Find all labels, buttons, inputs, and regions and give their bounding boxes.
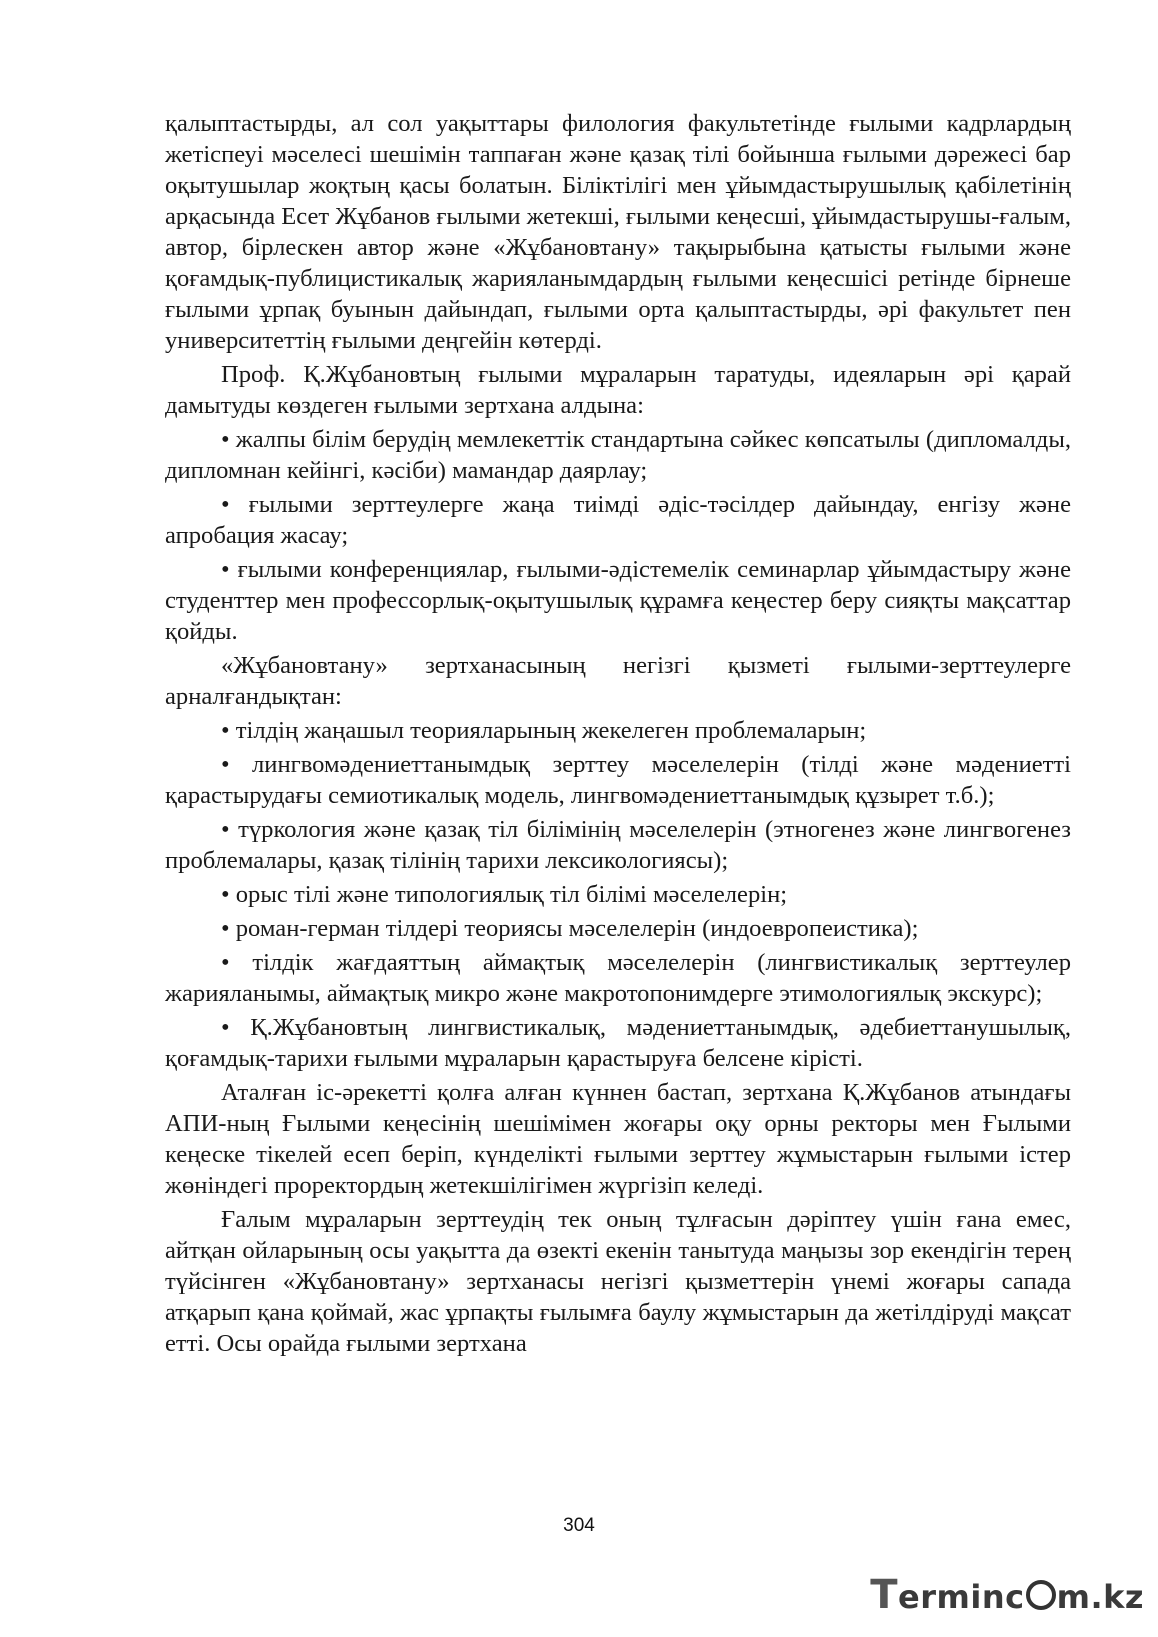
bullet-item-9: • тілдік жағдаяттың аймақтық мәселелерін (лингвистикалық зерттеулер жарияланымы, аймақтық микро және макротопонимдерге этимологиялық экскурс); [165, 949, 1071, 1007]
page-number: 304 [563, 1515, 595, 1536]
bullet-item-7: • орыс тілі және типологиялық тіл білімі мәселелерін; [221, 881, 788, 908]
bullet-item-3: • ғылыми конференциялар, ғылыми-әдістемелік семинарлар ұйымдастыру және студенттер мен профессорлық-оқытушылық құрамға кеңестер беру сияқты мақсаттар қойды. [165, 556, 1071, 645]
bullet-item-5: • лингвомәдениеттанымдық зерттеу мәселелерін (тілді және мәдениетті қарастырудағы семиотикалық модель, лингвомәдениеттанымдық құзырет т.б.); [165, 751, 1071, 809]
bullet-item-2: • ғылыми зерттеулерге жаңа тиімді әдіс-тәсілдер дайындау, енгізу және апробация жасау; [165, 491, 1071, 549]
bullet-item-6: • түркология және қазақ тіл білімінің мәселелерін (этногенез және лингвогенез проблемалары, қазақ тілінің тарихи лексикологиясы); [165, 816, 1071, 874]
bullet-item-10: • Қ.Жұбановтың лингвистикалық, мәдениеттанымдық, әдебиеттанушылық, қоғамдық-тарихи ғылыми мұраларын қарастыруға белсене кірісті. [165, 1014, 1071, 1072]
watermark-suffix: m.kz [1056, 1578, 1144, 1616]
paragraph-1: қалыптастырды, ал сол уақыттары филология факультетінде ғылыми кадрлардың жетіспеуі мәселесі шешімін таппаған және қазақ тілі бойынша ғылыми дәрежесі бар оқытушылар жоқтың қасы болатын. Біліктілігі мен ұйымдастырушылық қабілетінің арқасында Есет Жұбанов ғылыми жетекші, ғылыми кеңесші, ұйымдастырушы-ғалым, автор, бірлескен автор және «Жұбановтану» тақырыбына қатысты ғылыми және қоғамдық-публицистикалық жарияланымдардың ғылыми кеңесшісі ретінде бірнеше ғылыми ұрпақ буынын дайындап, ғылыми орта қалыптастырды, әрі факультет пен университеттің ғылыми деңгейін көтерді. [165, 110, 1071, 354]
paragraph-5: Ғалым мұраларын зерттеудің тек оның тұлғасын дәріптеу үшін ғана емес, айтқан ойларының осы уақытта да өзекті екенін танытуда маңызы зор екендігін терең түйсінген «Жұбановтану» зертханасы негізгі қызметтерін үнемі жоғары сапада атқарып қана қоймай, жас ұрпақты ғылымға баулу жұмыстарын да жетілдіруді мақсат етті. Осы орайда ғылыми зертхана [165, 1206, 1071, 1357]
paragraph-3: «Жұбановтану» зертханасының негізгі қызметі ғылыми-зерттеулерге арналғандықтан: [165, 652, 1071, 710]
bullet-item-4: • тілдің жаңашыл теорияларының жекелеген проблемаларын; [221, 717, 867, 744]
paragraph-2: Проф. Қ.Жұбановтың ғылыми мұраларын таратуды, идеяларын әрі қарай дамытуды көздеген ғылыми зертхана алдына: [165, 361, 1071, 419]
watermark-middle: erminc [898, 1578, 1025, 1616]
bullet-item-8: • роман-герман тілдері теориясы мәселелерін (индоевропеистика); [221, 915, 919, 942]
bullet-item-1: • жалпы білім берудің мемлекеттік стандартына сәйкес көпсатылы (дипломалды, дипломнан кейінгі, кәсіби) мамандар даярлау; [165, 426, 1071, 484]
paragraph-4: Аталған іс-әрекетті қолға алған күннен бастап, зертхана Қ.Жұбанов атындағы АПИ-ның Ғылыми кеңесінің шешімімен жоғары оқу орны ректоры мен Ғылыми кеңеске тікелей есеп беріп, күнделікті ғылыми зерттеу жұмыстарын ғылыми істер жөніндегі проректордың жетекшілігімен жүргізіп келеді. [165, 1079, 1071, 1199]
termincom-watermark-logo [870, 1572, 1144, 1618]
watermark-o-icon [1026, 1580, 1056, 1610]
watermark-prefix: T [870, 1572, 899, 1618]
page-body [165, 108, 1071, 1362]
